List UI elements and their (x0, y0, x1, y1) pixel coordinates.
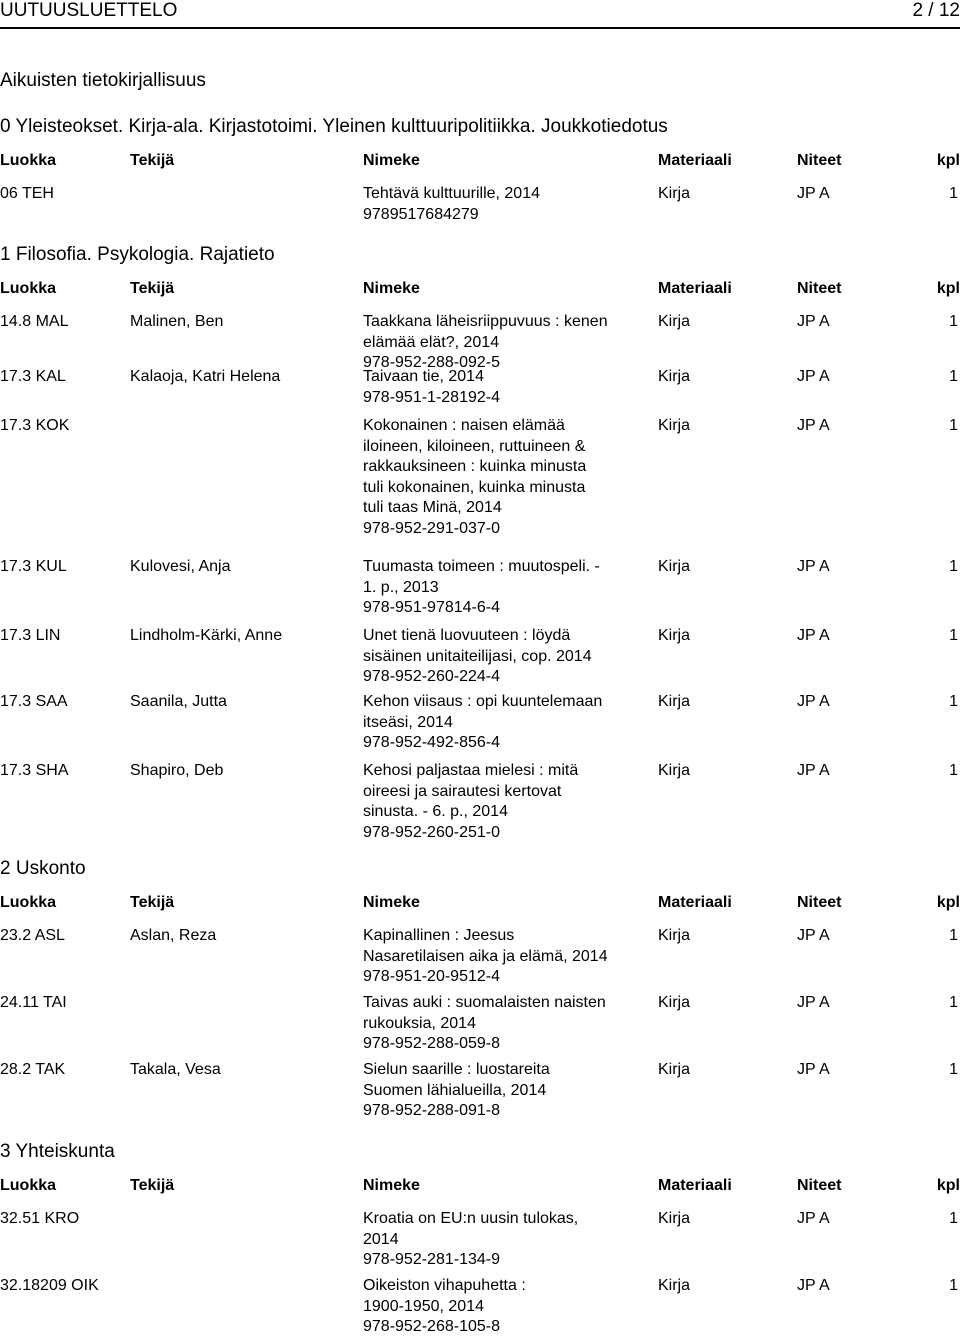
entry-luokka: 14.8 MAL (0, 313, 69, 330)
section-title: 0 Yleisteokset. Kirja-ala. Kirjastotoimi. Yleinen kulttuuripolitiikka. Joukkotiedotus (0, 116, 668, 137)
entry-nimeke-line: 978-952-260-224-4 (363, 668, 500, 685)
entry-niteet: JP A (797, 762, 830, 779)
column-header-materiaali: Materiaali (658, 152, 732, 169)
entry-materiaali: Kirja (658, 313, 691, 330)
entry-kpl: 1 (949, 1061, 958, 1078)
entry-nimeke-line: Kapinallinen : Jeesus (363, 927, 515, 944)
catalog-section (0, 244, 960, 843)
entry-nimeke (363, 557, 653, 619)
entry-kpl: 1 (949, 762, 958, 779)
catalog-rows (0, 1209, 960, 1338)
entry-materiaali: Kirja (658, 927, 691, 944)
entry-materiaali: Kirja (658, 185, 691, 202)
entry-niteet: JP A (797, 417, 830, 434)
entry-niteet: JP A (797, 1210, 830, 1227)
entry-luokka: 17.3 SAA (0, 693, 68, 710)
entry-luokka: 28.2 TAK (0, 1061, 66, 1078)
entry-luokka: 17.3 KOK (0, 417, 70, 434)
entry-nimeke (363, 367, 653, 408)
entry-kpl: 1 (949, 368, 958, 385)
column-header-luokka: Luokka (0, 280, 57, 297)
entry-nimeke-line: 2014 (363, 1230, 399, 1248)
column-header-niteet: Niteet (797, 280, 842, 297)
entry-materiaali: Kirja (658, 693, 691, 710)
entry-nimeke-line: rukouksia, 2014 (363, 1014, 476, 1032)
column-header-nimeke: Nimeke (363, 152, 420, 169)
entry-kpl: 1 (949, 994, 958, 1011)
entry-materiaali: Kirja (658, 627, 691, 644)
entry-nimeke-line: rakkauksineen : kuinka minusta (363, 458, 587, 475)
entry-materiaali: Kirja (658, 1061, 691, 1078)
entry-kpl: 1 (949, 558, 958, 575)
column-header-luokka: Luokka (0, 894, 57, 911)
section-title: 2 Uskonto (0, 858, 86, 879)
entry-nimeke-line: 978-952-260-251-0 (363, 823, 500, 841)
catalog-rows (0, 312, 960, 843)
entry-nimeke-line: 978-951-20-9512-4 (363, 968, 500, 985)
entry-luokka: 17.3 KUL (0, 558, 67, 575)
entry-nimeke-line: tuli taas Minä, 2014 (363, 499, 502, 516)
column-header-niteet: Niteet (797, 152, 842, 169)
column-header-luokka: Luokka (0, 152, 57, 169)
entry-tekija: Lindholm-Kärki, Anne (130, 627, 283, 644)
entry-nimeke-line: Unet tienä luovuuteen : löydä (363, 627, 571, 644)
entry-tekija: Kalaoja, Katri Helena (130, 368, 281, 385)
entry-nimeke-line: sinusta. - 6. p., 2014 (363, 803, 508, 820)
column-header-kpl: kpl (936, 894, 960, 911)
entry-tekija: Kulovesi, Anja (130, 558, 231, 575)
entry-nimeke-line: Kokonainen : naisen elämää (363, 417, 565, 434)
entry-nimeke-line: tuli kokonainen, kuinka minusta (363, 478, 586, 496)
entry-nimeke (363, 1276, 653, 1338)
entry-kpl: 1 (949, 417, 958, 434)
entry-nimeke-line: iloineen, kiloineen, ruttuineen & (363, 437, 586, 455)
column-header-kpl: kpl (936, 1177, 960, 1194)
entry-materiaali: Kirja (658, 558, 691, 575)
entry-luokka: 06 TEH (0, 185, 54, 202)
entry-nimeke-line: 1. p., 2013 (363, 578, 439, 596)
entry-niteet: JP A (797, 627, 830, 644)
entry-nimeke-line: 978-951-1-28192-4 (363, 388, 500, 406)
category-heading: Aikuisten tietokirjallisuus (0, 70, 206, 91)
entry-nimeke (363, 993, 653, 1055)
entry-nimeke-line: Taivas auki : suomalaisten naisten (363, 994, 606, 1011)
entry-materiaali: Kirja (658, 762, 691, 779)
entry-nimeke (363, 1060, 653, 1122)
column-header-nimeke: Nimeke (363, 1177, 420, 1194)
entry-nimeke-line: Tuumasta toimeen : muutospeli. - (363, 558, 600, 575)
catalog-rows (0, 926, 960, 1122)
entry-materiaali: Kirja (658, 417, 691, 434)
column-header-row (0, 892, 960, 914)
entry-kpl: 1 (949, 927, 958, 944)
section-title: 3 Yhteiskunta (0, 1141, 115, 1162)
entry-materiaali: Kirja (658, 1277, 691, 1294)
entry-nimeke-line: Kehon viisaus : opi kuuntelemaan (363, 693, 603, 710)
entry-materiaali: Kirja (658, 1210, 691, 1227)
catalog-title: UUTUUSLUETTELO (0, 0, 178, 21)
entry-nimeke (363, 1209, 653, 1271)
entry-nimeke-line: Taakkana läheisriippuvuus : kenen (363, 313, 608, 330)
entry-nimeke-line: 978-952-288-059-8 (363, 1035, 500, 1052)
entry-niteet: JP A (797, 1061, 830, 1078)
column-header-kpl: kpl (936, 280, 960, 297)
column-header-nimeke: Nimeke (363, 280, 420, 297)
entry-nimeke-line: 9789517684279 (363, 205, 479, 223)
catalog-section (0, 1141, 960, 1338)
entry-luokka: 17.3 SHA (0, 762, 69, 779)
column-header-materiaali: Materiaali (658, 1177, 732, 1194)
entry-kpl: 1 (949, 693, 958, 710)
entry-nimeke-line: Taivaan tie, 2014 (363, 368, 484, 385)
entry-luokka: 24.11 TAI (0, 994, 67, 1011)
entry-nimeke-line: Kehosi paljastaa mielesi : mitä (363, 762, 579, 779)
catalog-section (0, 858, 960, 1122)
entry-nimeke-line: 978-951-97814-6-4 (363, 599, 500, 616)
column-header-tekija: Tekijä (130, 894, 175, 911)
entry-luokka: 23.2 ASL (0, 927, 65, 944)
entry-nimeke-line: Oikeiston vihapuhetta : (363, 1277, 526, 1294)
entry-kpl: 1 (949, 185, 958, 202)
entry-nimeke-line: 978-952-288-092-5 (363, 354, 500, 371)
page-header (0, 0, 960, 22)
entry-niteet: JP A (797, 368, 830, 385)
entry-niteet: JP A (797, 558, 830, 575)
header-divider (0, 27, 960, 29)
entry-nimeke-line: 1900-1950, 2014 (363, 1297, 484, 1315)
entry-nimeke (363, 626, 653, 688)
entry-nimeke (363, 692, 653, 754)
column-header-niteet: Niteet (797, 894, 842, 911)
entry-luokka: 17.3 KAL (0, 368, 66, 385)
column-header-luokka: Luokka (0, 1177, 57, 1194)
entry-niteet: JP A (797, 313, 830, 330)
entry-tekija: Malinen, Ben (130, 313, 224, 330)
entry-nimeke-line: Tehtävä kulttuurille, 2014 (363, 185, 540, 202)
entry-tekija: Saanila, Jutta (130, 693, 227, 710)
entry-materiaali: Kirja (658, 994, 691, 1011)
entry-luokka: 32.51 KRO (0, 1210, 80, 1227)
catalog-section (0, 116, 960, 225)
entry-nimeke-line: 978-952-281-134-9 (363, 1251, 500, 1268)
entry-nimeke-line: itseäsi, 2014 (363, 713, 453, 731)
section-title: 1 Filosofia. Psykologia. Rajatieto (0, 244, 275, 265)
column-header-tekija: Tekijä (130, 152, 175, 169)
entry-luokka: 17.3 LIN (0, 627, 61, 644)
entry-nimeke-line: sisäinen unitaiteilijasi, cop. 2014 (363, 647, 592, 665)
column-header-tekija: Tekijä (130, 280, 175, 297)
entry-tekija: Aslan, Reza (130, 927, 217, 944)
entry-niteet: JP A (797, 927, 830, 944)
column-header-tekija: Tekijä (130, 1177, 175, 1194)
entry-niteet: JP A (797, 1277, 830, 1294)
entry-materiaali: Kirja (658, 368, 691, 385)
entry-nimeke-line: 978-952-291-037-0 (363, 519, 500, 537)
column-header-niteet: Niteet (797, 1177, 842, 1194)
page-number: 2 / 12 (912, 0, 960, 21)
column-header-kpl: kpl (936, 152, 960, 169)
entry-nimeke (363, 926, 653, 988)
entry-nimeke (363, 184, 653, 225)
entry-kpl: 1 (949, 1210, 958, 1227)
column-header-row (0, 150, 960, 172)
entry-kpl: 1 (949, 1277, 958, 1294)
column-header-row (0, 1175, 960, 1197)
entry-nimeke-line: Kroatia on EU:n uusin tulokas, (363, 1210, 579, 1227)
column-header-materiaali: Materiaali (658, 894, 732, 911)
entry-nimeke-line: 978-952-288-091-8 (363, 1102, 500, 1119)
entry-niteet: JP A (797, 185, 830, 202)
column-header-materiaali: Materiaali (658, 280, 732, 297)
entry-nimeke-line: elämää elät?, 2014 (363, 333, 500, 351)
entry-tekija: Shapiro, Deb (130, 762, 224, 779)
entry-niteet: JP A (797, 693, 830, 710)
entry-nimeke-line: 978-952-492-856-4 (363, 734, 500, 751)
entry-tekija: Takala, Vesa (130, 1061, 221, 1078)
entry-nimeke-line: Sielun saarille : luostareita (363, 1061, 550, 1078)
entry-nimeke (363, 416, 653, 539)
entry-nimeke (363, 761, 653, 843)
entry-nimeke (363, 312, 653, 374)
entry-nimeke-line: Nasaretilaisen aika ja elämä, 2014 (363, 947, 608, 965)
column-header-row (0, 278, 960, 300)
entry-niteet: JP A (797, 994, 830, 1011)
column-header-nimeke: Nimeke (363, 894, 420, 911)
entry-nimeke-line: Suomen lähialueilla, 2014 (363, 1081, 547, 1099)
entry-nimeke-line: oireesi ja sairautesi kertovat (363, 782, 562, 800)
catalog-rows (0, 184, 960, 225)
entry-nimeke-line: 978-952-268-105-8 (363, 1318, 500, 1335)
entry-kpl: 1 (949, 627, 958, 644)
entry-kpl: 1 (949, 313, 958, 330)
entry-luokka: 32.18209 OIK (0, 1277, 99, 1294)
